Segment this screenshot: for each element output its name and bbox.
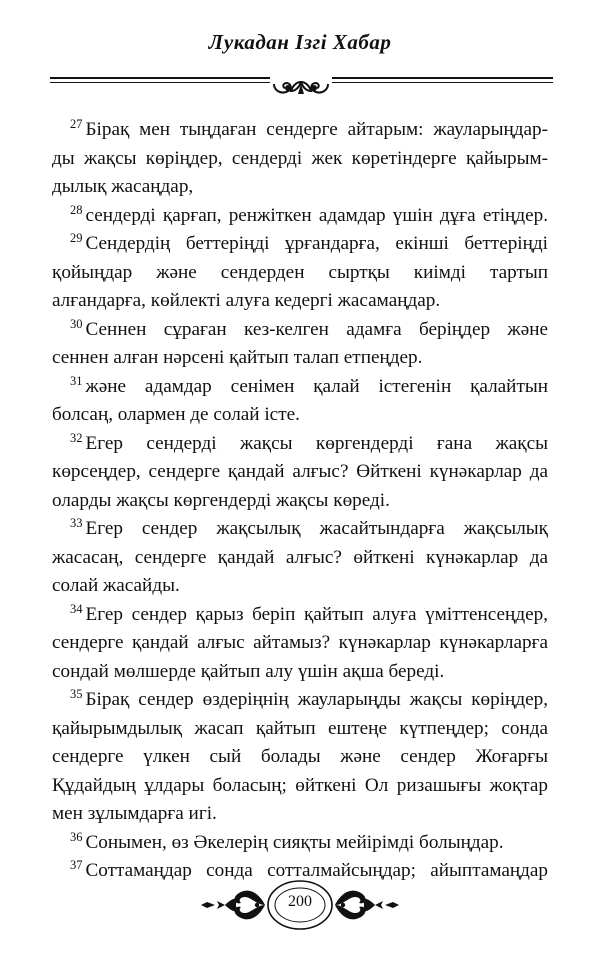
verse-line: [52, 230, 548, 259]
verse-line-text: Егер сендер қарыз беріп қайтып алуға үміттенсеңдер,: [85, 603, 548, 625]
verse-number: 28: [70, 202, 83, 217]
verse-line-text: сендерге қандай алғыс айтамыз? күнәкарлар күнәкарларға: [52, 632, 548, 653]
verse-line-text: Сендердің беттеріңді ұрғандарға, екінші беттеріңді: [85, 233, 548, 254]
verse-line: [52, 430, 548, 459]
verse-line-text: дылық жасаңдар,: [52, 176, 194, 197]
verse-number: 37: [70, 858, 83, 872]
verse-line-text: сендерді қарғап, ренжіткен адамдар үшін дұға етіңдер.: [85, 204, 548, 226]
verse-line-text: сендерге үлкен сый болады және сендер Жоғарғы: [52, 746, 548, 767]
verse-number: 30: [70, 316, 83, 331]
verse-line-text: жасасаң, сендерге қандай алғыс? өйткені күнәкарлар да: [52, 546, 548, 568]
verse-line-text: Сонымен, өз Әкелерің сияқты мейірімді болыңдар.: [85, 831, 504, 853]
verse-line-text: Құдайдың ұлдары боласың; өйткені Ол ризашығы жоқтар: [52, 774, 548, 796]
verse-line: [52, 715, 548, 744]
verse-line-text: Егер сендерді жақсы көргендерді ғана жақсы: [85, 432, 548, 454]
verse-line: [52, 772, 548, 801]
body-text: [52, 116, 548, 886]
verse-line: [52, 743, 548, 772]
verse-line: [52, 316, 548, 345]
verse-number: 31: [70, 373, 83, 388]
verse-number: 29: [70, 231, 83, 245]
verse-line: [52, 344, 548, 373]
verse-line: [52, 202, 548, 231]
verse-number: 33: [70, 516, 83, 530]
header-ornament-icon: [270, 76, 332, 98]
verse-number: 34: [70, 601, 83, 616]
verse-line: [52, 487, 548, 516]
verse-line-text: мен зұлымдарға игі.: [52, 803, 217, 824]
verse-line-text: ды жақсы көріңдер, сендерді жек көретіндерге қайырым-: [52, 147, 548, 169]
verse-line-text: оларды жақсы көргендерді жақсы көреді.: [52, 489, 390, 511]
verse-line: [52, 373, 548, 402]
verse-line: [52, 287, 548, 316]
verse-line-text: Сеннен сұраған кез-келген адамға беріңдер және: [85, 318, 548, 340]
verse-line: [52, 116, 548, 145]
verse-line-text: сеннен алған нәрсені қайтып талап етпеңдер.: [52, 347, 423, 368]
verse-line: [52, 601, 548, 630]
verse-line-text: көрсеңдер, сендерге қандай алғыс? Өйткені күнәкарлар да: [52, 461, 548, 482]
verse-number: 35: [70, 687, 83, 701]
verse-line-text: Бірақ мен тыңдаған сендерге айтарым: жауларыңдар-: [85, 119, 548, 140]
verse-line: [52, 829, 548, 858]
verse-line-text: Соттамаңдар сонда сотталмайсыңдар; айыптамаңдар: [85, 860, 548, 881]
verse-number: 27: [70, 117, 83, 131]
verse-line-text: солай жасайды.: [52, 575, 180, 596]
verse-line: [52, 658, 548, 687]
verse-line: [52, 401, 548, 430]
verse-number: 36: [70, 829, 83, 844]
verse-line: [52, 544, 548, 573]
verse-line-text: және адамдар сенімен қалай істегенін қалайтын: [85, 375, 548, 397]
verse-line: [52, 259, 548, 288]
verse-line: [52, 145, 548, 174]
verse-line: [52, 800, 548, 829]
verse-line-text: сондай мөлшерде қайтып алу үшін ақша береді.: [52, 660, 445, 682]
verse-line: [52, 515, 548, 544]
verse-line: [52, 572, 548, 601]
verse-line-text: алғандарға, көйлекті алуға кедергі жасамаңдар.: [52, 290, 441, 311]
verse-line: [52, 629, 548, 658]
verse-line-text: қайырымдылық жасап қайтып ештеңе күтпеңдер; сонда: [52, 717, 548, 739]
verse-line-text: болсаң, олармен де солай істе.: [52, 404, 300, 425]
running-header-title: Лукадан Ізгі Хабар: [208, 30, 392, 54]
verse-line-text: қойыңдар және сендерден сыртқы киімді тартып: [52, 261, 548, 283]
verse-line: [52, 458, 548, 487]
verse-line: [52, 173, 548, 202]
verse-line-text: Егер сендер жақсылық жасайтындарға жақсылық: [85, 518, 548, 539]
verse-line-text: Бірақ сендер өздеріңнің жауларыңды жақсы көріңдер,: [85, 689, 548, 710]
page-number: 200: [288, 893, 312, 910]
verse-number: 32: [70, 430, 83, 445]
verse-line: [52, 686, 548, 715]
